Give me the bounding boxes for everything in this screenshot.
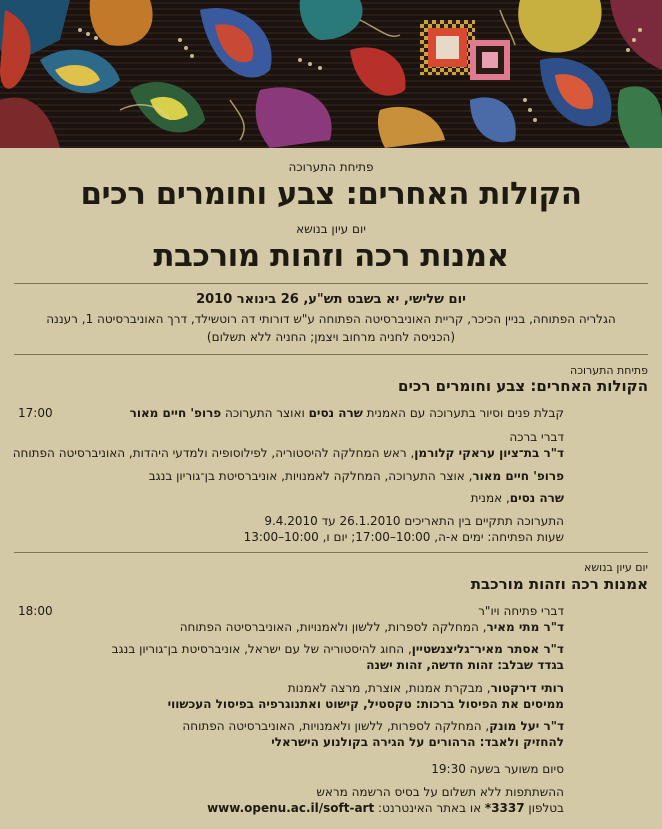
speaker-desc: , ראש המחלקה להיסטוריה, לפילוסופיה ולמדעי היהדות, האוניברסיטה הפתוחה — [12, 446, 415, 460]
opening-words: דברי פתיחה ויו"ר — [478, 604, 564, 618]
exhibition-title: הקולות האחרים: צבע וחומרים רכים — [80, 176, 582, 212]
section1-label: פתיחת התערוכה — [570, 364, 648, 377]
embroidery-artwork — [0, 0, 662, 148]
speaker-name: ד"ר מתי מאיר — [486, 620, 564, 634]
speaker-line — [112, 642, 564, 656]
speaker-line — [13, 446, 564, 460]
intro-curator: פרופ' חיים מאור — [129, 406, 222, 420]
event-date: יום שלישי, יא בשבט תש"ע, 26 בינואר 2010 — [196, 292, 466, 307]
speaker-name: שרה נסים — [509, 491, 564, 505]
event-location: הגלריה הפתוחה, בניין הכיכר, קריית האוניברסיטה הפתוחה ע"ש דורותי דה רוטשילד, דרך האוניברסיטה 1, רעננה — [46, 312, 616, 326]
exhibition-dates: התערוכה תתקיים בין התאריכים 26.1.2010 עד 9.4.2010 — [264, 514, 564, 528]
speaker-line — [288, 681, 564, 695]
speaker-name: פרופ' חיים מאור — [472, 469, 564, 483]
event-parking-note: (הכניסה לחניה מרחוב ויצמן; החניה ללא תשלום) — [206, 330, 456, 344]
section2-time: 18:00 — [18, 604, 53, 618]
phone-number: 3337* — [484, 801, 525, 815]
speaker-desc: , מבקרת אמנות, אוצרת, מרצה לאמנות — [287, 681, 491, 695]
greetings-label: דברי ברכה — [509, 430, 564, 444]
phone-prefix: בטלפון — [524, 801, 564, 815]
study-day-label: יום עיון בנושא — [296, 222, 366, 236]
speaker-name: ד"ר יעל מונק — [489, 719, 564, 733]
website-link[interactable]: www.openu.ac.il/soft-art — [207, 801, 375, 815]
speaker-line — [180, 620, 564, 634]
speaker-name: רותי דירקטור — [490, 681, 564, 695]
speaker-desc: , המחלקה לספרות, ללשון ולאמנויות, האוניברסיטה הפתוחה — [182, 719, 490, 733]
speaker-desc: , אוצר התערוכה, המחלקה לאמנויות, אוניברסיטת בן־גוריון בנגב — [148, 469, 473, 483]
section1-time: 17:00 — [18, 406, 53, 420]
intro-text: ואוצר התערוכה — [221, 406, 309, 420]
speaker-desc: , החוג להיסטוריה של עם ישראל, אוניברסיטת בן־גוריון בנגב — [111, 642, 412, 656]
speaker-line — [149, 469, 564, 483]
section2-title: אמנות רכה וזהות מורכבת — [470, 575, 648, 593]
speaker-name: ד"ר אסתר מאיר־גליצנשטיין — [411, 642, 564, 656]
closing-time: סיום משוער בשעה 19:30 — [431, 762, 564, 776]
study-day-title: אמנות רכה וזהות מורכבת — [153, 238, 509, 274]
intro-artist: שרה נסים — [308, 406, 363, 420]
separator-line — [14, 552, 648, 553]
separator-line — [14, 283, 648, 284]
embroidery-banner-image — [0, 0, 662, 148]
speaker-line — [471, 491, 564, 505]
section2-label: יום עיון בנושא — [584, 561, 648, 574]
registration-line — [207, 801, 564, 815]
talk-title: בגדד שבלב: זהות חדשה, זהות ישנה — [366, 658, 564, 672]
participation-note: ההשתתפות ללא תשלום על בסיס הרשמה מראש — [316, 785, 564, 799]
phone-suffix: או באתר האינטרנט: — [374, 801, 485, 815]
speaker-line — [182, 719, 564, 733]
opening-label: פתיחת התערוכה — [288, 160, 374, 174]
separator-line — [14, 354, 648, 355]
exhibition-hours: שעות הפתיחה: ימים א-ה, 10:00–17:00; יום ו, 10:00–13:00 — [243, 530, 564, 544]
speaker-desc: , המחלקה לספרות, ללשון ולאמנויות, האוניברסיטה הפתוחה — [179, 620, 487, 634]
speaker-name: ד"ר בת־ציון עראקי קלורמן — [414, 446, 564, 460]
intro-text: קבלת פנים וסיור בתערוכה עם האמנית — [362, 406, 564, 420]
section1-intro — [130, 406, 564, 420]
speaker-desc: , אמנית — [470, 491, 510, 505]
talk-title: להחזיק ולאבד: הרהורים על הגירה בקולנוע הישראלי — [271, 735, 564, 749]
section1-title: הקולות האחרים: צבע וחומרים רכים — [398, 377, 648, 395]
talk-title: ממיסים את הפיסול ברכות: טקסטיל, קישוט ואתנוגרפיה בפיסול העכשווי — [167, 697, 564, 711]
